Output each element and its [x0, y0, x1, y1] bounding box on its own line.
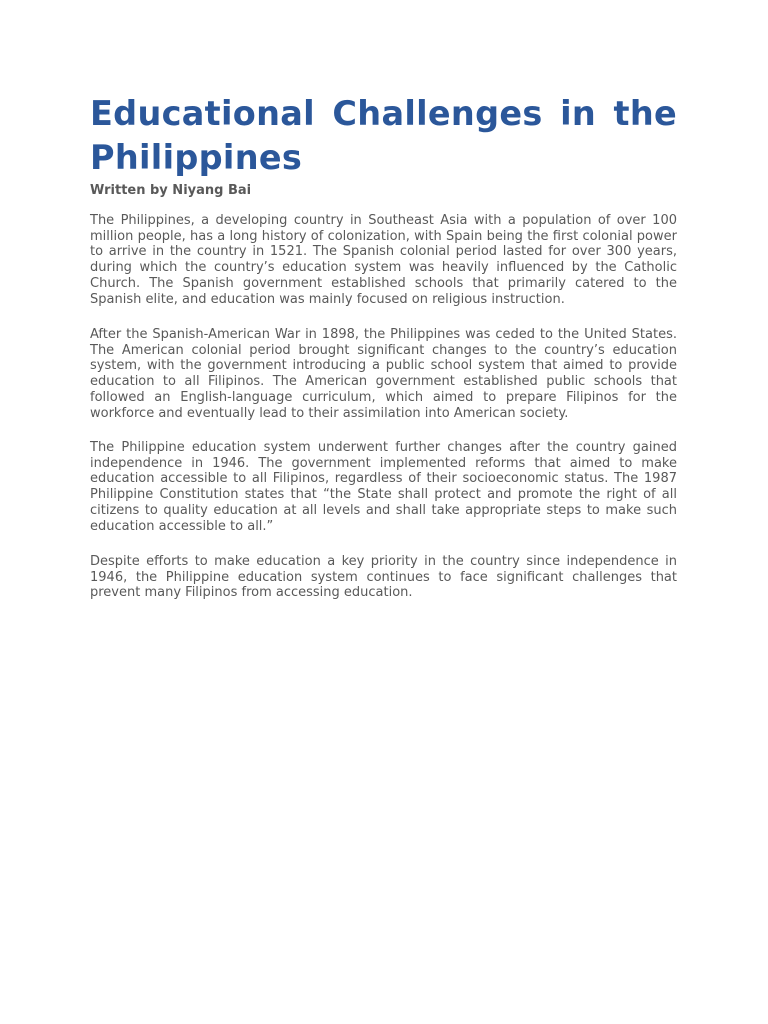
document-page — [90, 92, 677, 601]
paragraph-1: The Philippines, a developing country in Southeast Asia with a population of over 100 million people, has a long history of colonization, with Spain being the first colonial power to arrive in the country in 1521. The Spanish colonial period lasted for over 300 years, during which the country’s education system was heavily influenced by the Catholic Church. The Spanish government established schools that primarily catered to the Spanish elite, and education was mainly focused on religious instruction. — [90, 213, 677, 307]
author-byline: Written by Niyang Bai — [90, 183, 252, 198]
paragraph-3: The Philippine education system underwent further changes after the country gained independence in 1946. The government implemented reforms that aimed to make education accessible to all Filipinos, regardless of their socioeconomic status. The 1987 Philippine Constitution states that “the State shall protect and promote the right of all citizens to quality education at all levels and shall take appropriate steps to make such education accessible to all.” — [90, 440, 677, 534]
paragraph-2: After the Spanish-American War in 1898, the Philippines was ceded to the United States. The American colonial period brought significant changes to the country’s education system, with the government introducing a public school system that aimed to provide education to all Filipinos. The American government established public schools that followed an English-language curriculum, which aimed to prepare Filipinos for the workforce and eventually lead to their assimilation into American society. — [90, 327, 677, 421]
document-title: Educational Challenges in the Philippines — [90, 94, 677, 177]
paragraph-4: Despite efforts to make education a key priority in the country since independence in 1946, the Philippine education system continues to face significant challenges that prevent many Filipinos from accessing education. — [90, 554, 677, 601]
